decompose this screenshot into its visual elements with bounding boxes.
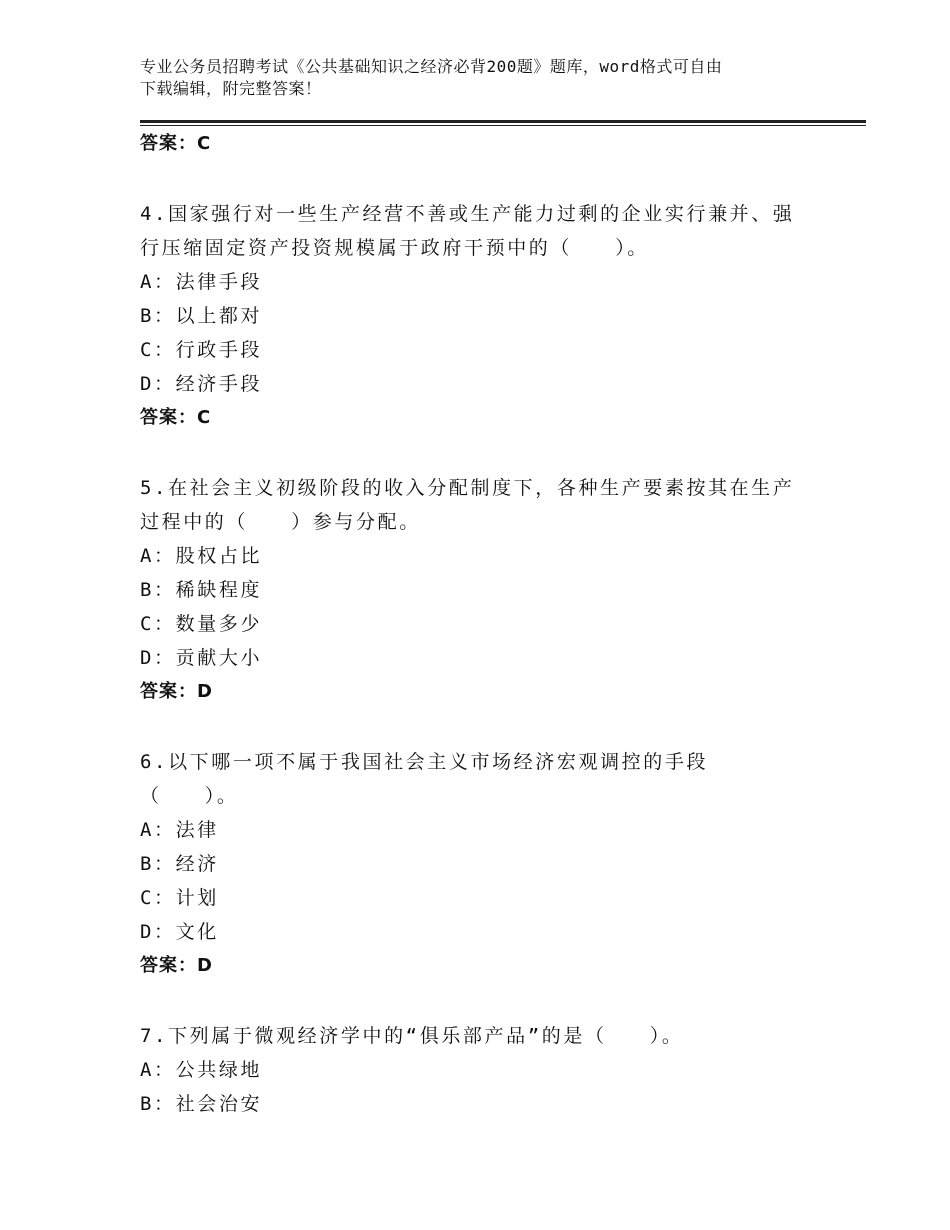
spacer: [140, 983, 820, 1019]
option-d: D：文化: [140, 921, 219, 943]
question-7: [140, 1019, 820, 1121]
option-c: C：数量多少: [140, 613, 263, 635]
answer: 答案：C: [140, 407, 212, 428]
document-header: [140, 56, 820, 100]
header-line-1: 专业公务员招聘考试《公共基础知识之经济必背200题》题库，word格式可自由: [140, 57, 723, 76]
header-rule-thin: [140, 125, 866, 126]
question-4: [140, 197, 820, 435]
spacer: [140, 709, 820, 745]
option-c: C：行政手段: [140, 339, 263, 361]
previous-answer: 答案：C: [140, 133, 212, 154]
answer: 答案：D: [140, 681, 213, 702]
option-a: A：法律: [140, 819, 219, 841]
option-a: A：法律手段: [140, 271, 263, 293]
option-c: C：计划: [140, 887, 219, 909]
header-line-2: 下载编辑，附完整答案！: [140, 79, 322, 98]
option-b: B：社会治安: [140, 1093, 263, 1115]
option-a: A：公共绿地: [140, 1059, 263, 1081]
question-text: 6.以下哪一项不属于我国社会主义市场经济宏观调控的手段: [140, 751, 709, 773]
question-list: [140, 127, 820, 1121]
question-text: （ ）。: [140, 785, 239, 807]
question-text: 行压缩固定资产投资规模属于政府干预中的（ ）。: [140, 237, 649, 259]
question-text: 5.在社会主义初级阶段的收入分配制度下，各种生产要素按其在生产: [140, 477, 795, 499]
option-b: B：稀缺程度: [140, 579, 263, 601]
option-d: D：贡献大小: [140, 647, 263, 669]
header-rule-thick: [140, 120, 866, 123]
question-text: 过程中的（ ）参与分配。: [140, 511, 421, 533]
spacer: [140, 435, 820, 471]
question-6: [140, 745, 820, 983]
answer: 答案：D: [140, 955, 213, 976]
spacer: [140, 161, 820, 197]
question-5: [140, 471, 820, 709]
option-d: D：经济手段: [140, 373, 263, 395]
question-text: 4.国家强行对一些生产经营不善或生产能力过剩的企业实行兼并、强: [140, 203, 795, 225]
option-b: B：以上都对: [140, 305, 263, 327]
option-a: A：股权占比: [140, 545, 263, 567]
question-text: 7.下列属于微观经济学中的“俱乐部产品”的是（ ）。: [140, 1025, 684, 1047]
option-b: B：经济: [140, 853, 219, 875]
